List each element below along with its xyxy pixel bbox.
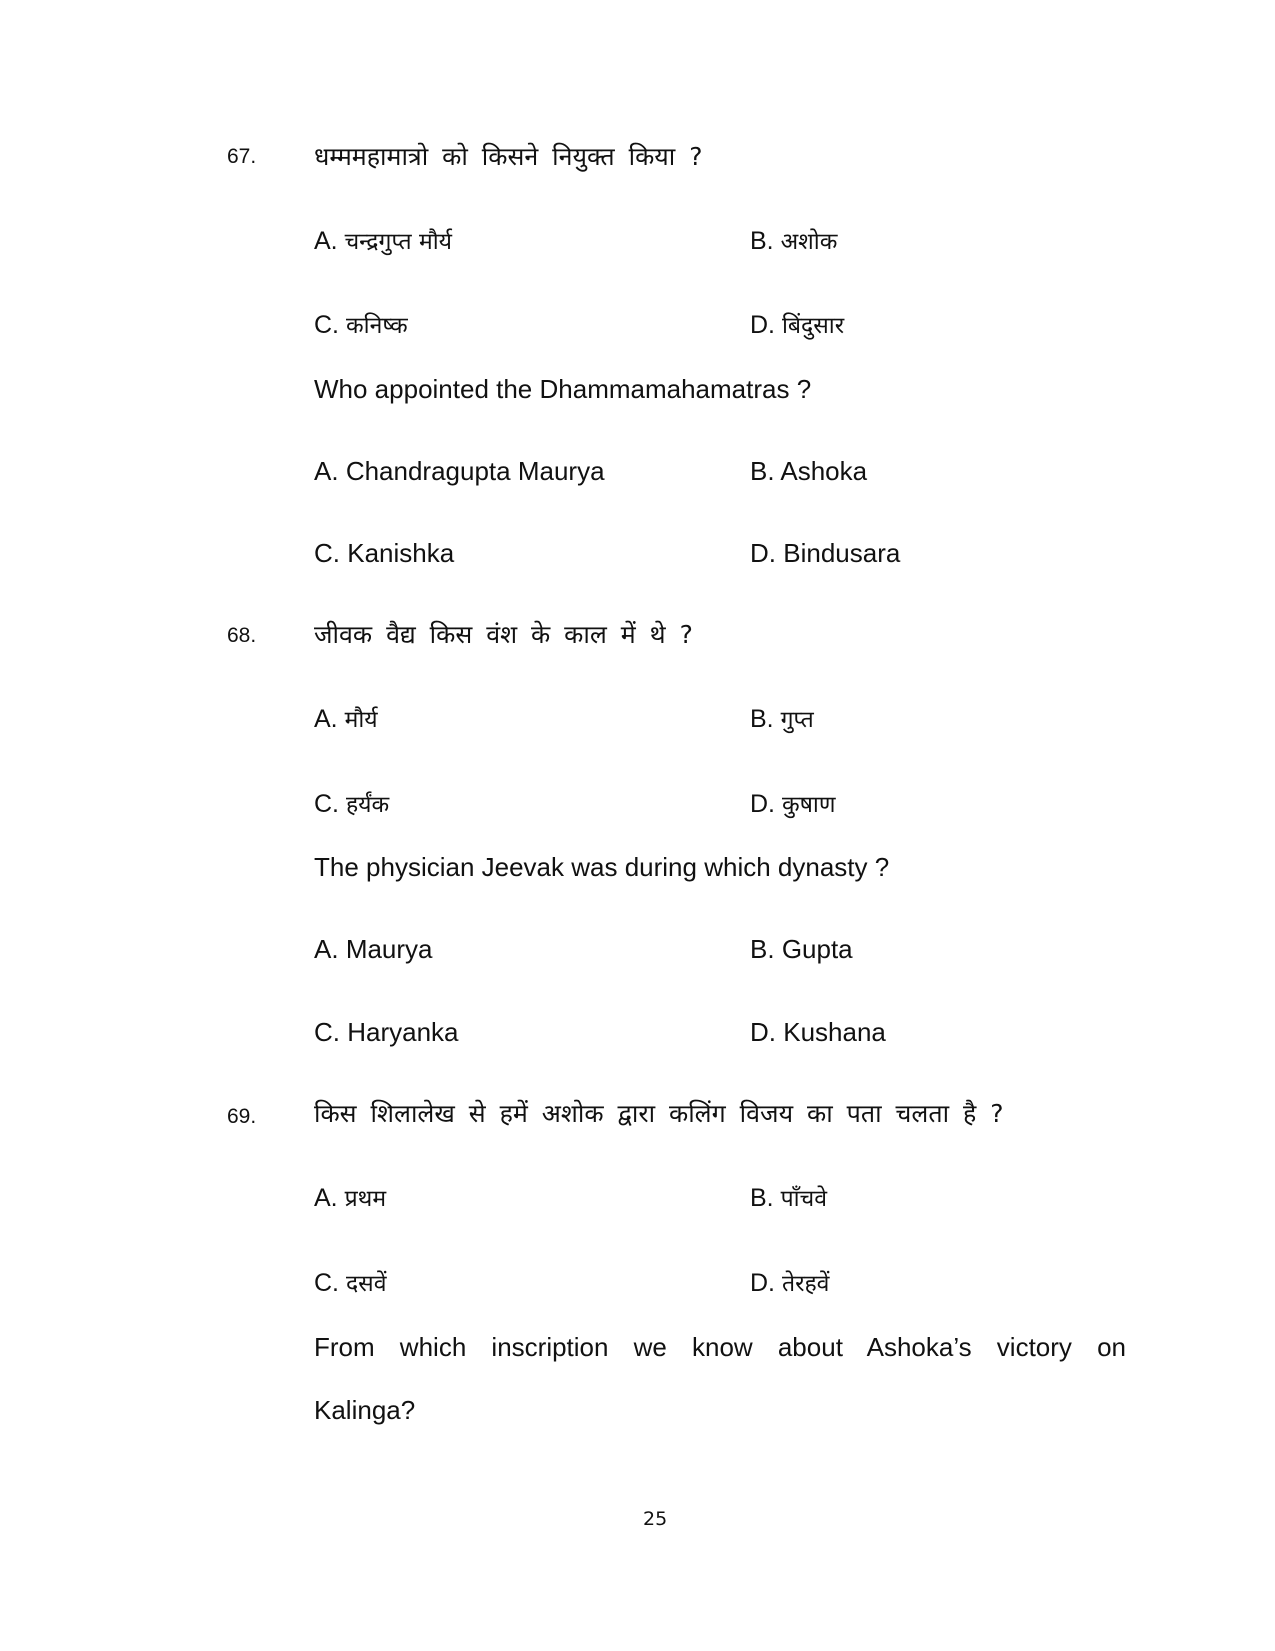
option-c-english — [314, 538, 454, 569]
option-letter: B. — [750, 456, 775, 486]
option-text: Ashoka — [780, 456, 868, 486]
option-text: बिंदुसार — [781, 313, 845, 339]
question-text-hindi: जीवक वैद्य किस वंश के काल में थे ? — [314, 620, 693, 649]
option-d-english — [750, 538, 900, 569]
option-b-english — [750, 456, 867, 487]
option-a-hindi — [314, 224, 452, 256]
option-letter: C. — [314, 311, 339, 339]
option-c-hindi — [314, 308, 408, 340]
option-text: पाँचवे — [780, 1186, 827, 1212]
question-text-english-continued: Kalinga? — [314, 1395, 416, 1425]
option-letter: B. — [750, 1184, 774, 1212]
option-letter: D. — [750, 311, 775, 339]
option-letter: C. — [314, 790, 339, 818]
option-text: Bindusara — [783, 538, 901, 568]
option-letter: B. — [750, 227, 774, 255]
option-letter: C. — [314, 1017, 340, 1047]
option-text: Kushana — [783, 1017, 886, 1047]
option-text: प्रथम — [344, 1186, 387, 1212]
option-text: अशोक — [780, 229, 838, 255]
option-text: मौर्य — [344, 707, 378, 733]
option-letter: D. — [750, 538, 776, 568]
option-letter: D. — [750, 1017, 776, 1047]
option-b-hindi — [750, 702, 814, 734]
option-text: चन्द्रगुप्त मौर्य — [344, 229, 453, 255]
option-d-hindi — [750, 308, 844, 340]
option-text: गुप्त — [780, 707, 814, 733]
option-a-english — [314, 456, 605, 487]
option-c-hindi — [314, 1266, 387, 1298]
option-text: कनिष्क — [345, 313, 408, 339]
option-letter: A. — [314, 705, 338, 733]
option-letter: A. — [314, 456, 339, 486]
option-letter: D. — [750, 790, 775, 818]
option-letter: C. — [314, 1269, 339, 1297]
question-text-hindi: किस शिलालेख से हमें अशोक द्वारा कलिंग विजय का पता चलता है ? — [314, 1099, 1004, 1128]
option-letter: C. — [314, 538, 340, 568]
option-c-hindi — [314, 787, 389, 819]
option-letter: B. — [750, 934, 775, 964]
option-letter: A. — [314, 934, 339, 964]
option-b-english — [750, 934, 853, 965]
question-text-english: The physician Jeevak was during which dynasty ? — [314, 852, 890, 882]
option-text: दसवें — [345, 1271, 387, 1297]
option-text: Chandragupta Maurya — [345, 456, 605, 486]
option-letter: B. — [750, 705, 774, 733]
option-text: Haryanka — [347, 1017, 459, 1047]
question-number: 67. — [227, 145, 257, 168]
option-b-hindi — [750, 1181, 827, 1213]
option-text: Gupta — [781, 934, 853, 964]
option-text: Kanishka — [347, 538, 455, 568]
page-number: 25 — [643, 1508, 668, 1530]
option-a-hindi — [314, 1181, 386, 1213]
option-letter: A. — [314, 1184, 338, 1212]
option-text: Maurya — [345, 934, 433, 964]
option-a-hindi — [314, 702, 378, 734]
option-letter: D. — [750, 1269, 775, 1297]
question-text-english: From which inscription we know about Ashoka’s victory on — [314, 1332, 1126, 1362]
option-b-hindi — [750, 224, 837, 256]
question-number: 68. — [227, 624, 257, 647]
question-text-english: Who appointed the Dhammamahamatras ? — [314, 374, 812, 404]
option-d-hindi — [750, 787, 836, 819]
option-letter: A. — [314, 227, 338, 255]
option-c-english — [314, 1017, 459, 1048]
option-a-english — [314, 934, 433, 965]
question-number: 69. — [227, 1105, 257, 1128]
option-text: कुषाण — [781, 792, 836, 818]
question-text-hindi: धम्ममहामात्रो को किसने नियुक्त किया ? — [314, 142, 703, 171]
option-d-english — [750, 1017, 886, 1048]
option-d-hindi — [750, 1266, 829, 1298]
option-text: तेरहवें — [781, 1271, 830, 1297]
option-text: हर्यंक — [345, 792, 390, 818]
